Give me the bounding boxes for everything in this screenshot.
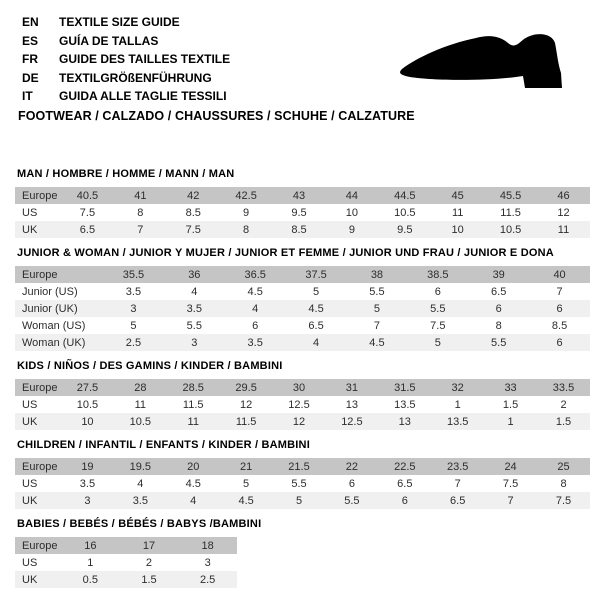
size-cell: 5.5: [186, 319, 202, 332]
row-label: Europe: [22, 189, 58, 202]
row-label: Woman (UK): [22, 336, 86, 349]
size-cell: 4.5: [308, 302, 324, 315]
size-cell: 8: [560, 477, 567, 490]
size-cell: 7.5: [555, 494, 572, 507]
language-row-it: [22, 87, 230, 106]
size-cell: 19: [81, 460, 94, 473]
size-row: [15, 413, 590, 430]
size-cell: 7: [373, 319, 380, 332]
size-cell: 1: [87, 556, 94, 569]
size-cell: 3: [191, 336, 198, 349]
size-cell: 10: [81, 415, 94, 428]
size-section-title: KIDS / NIÑOS / DES GAMINS / KINDER / BAMBINI: [17, 360, 283, 372]
row-label: UK: [22, 494, 38, 507]
size-cell: 8.5: [291, 223, 307, 236]
size-cell: 4.5: [185, 477, 201, 490]
size-section-title: BABIES / BEBÉS / BÉBÉS / BABYS /BAMBINI: [17, 518, 262, 530]
language-row-en: [22, 13, 230, 32]
size-cell: 41: [134, 189, 147, 202]
size-cell: 13.5: [394, 398, 416, 411]
size-cell: 5.5: [291, 477, 307, 490]
size-cell: 3.5: [247, 336, 263, 349]
row-label: US: [22, 398, 38, 411]
size-cell: 10.5: [129, 415, 152, 428]
size-cell: 3.5: [125, 285, 142, 298]
language-label: GUIDE DES TAILLES TEXTILE: [59, 52, 231, 67]
size-section-kids: [15, 361, 593, 430]
language-code: EN: [22, 15, 39, 30]
size-cell: 3: [204, 556, 211, 569]
size-row: [15, 334, 590, 351]
size-cell: 38.5: [427, 268, 449, 281]
row-label: US: [22, 556, 38, 569]
size-cell: 31: [345, 381, 359, 394]
size-header-row: [15, 458, 590, 475]
size-cell: 8: [495, 319, 502, 332]
category-title: FOOTWEAR / CALZADO / CHAUSSURES / SCHUHE / CALZATURE: [18, 109, 415, 123]
size-cell: 45.5: [499, 189, 522, 202]
language-row-de: [22, 69, 230, 88]
size-cell: 1.5: [555, 415, 572, 428]
size-table-babies: [15, 537, 237, 588]
size-cell: 9.5: [397, 223, 413, 236]
size-table-man: [15, 187, 590, 238]
size-cell: 39: [492, 268, 505, 281]
size-row: [15, 554, 237, 571]
size-row: [15, 204, 590, 221]
size-cell: 5.5: [344, 494, 360, 507]
size-cell: 1: [507, 415, 514, 428]
size-cell: 2.5: [125, 336, 142, 349]
size-cell: 3: [130, 302, 137, 315]
size-cell: 6.5: [491, 285, 507, 298]
size-cell: 11: [451, 206, 464, 219]
shoe-icon: [396, 27, 576, 93]
size-cell: 40: [553, 268, 566, 281]
row-label: Europe: [22, 381, 58, 394]
size-cell: 43: [292, 189, 306, 202]
size-cell: 18: [201, 539, 214, 552]
size-cell: 6: [495, 302, 502, 315]
language-code: ES: [22, 33, 39, 48]
size-cell: 27.5: [76, 381, 99, 394]
size-row: [15, 283, 590, 300]
size-cell: 30: [292, 381, 306, 394]
size-cell: 13: [398, 415, 411, 428]
size-cell: 1.5: [502, 398, 519, 411]
size-cell: 25: [557, 460, 570, 473]
size-cell: 42: [187, 189, 200, 202]
size-cell: 21: [239, 460, 253, 473]
size-cell: 4: [313, 336, 320, 349]
size-cell: 4.5: [238, 494, 254, 507]
size-cell: 3.5: [132, 494, 148, 507]
size-cell: 28: [134, 381, 147, 394]
size-cell: 7: [556, 285, 563, 298]
size-cell: 2.5: [200, 573, 216, 586]
size-cell: 4: [137, 477, 144, 490]
size-cell: 1.5: [141, 573, 157, 586]
size-cell: 3.5: [79, 477, 96, 490]
size-cell: 44: [345, 189, 359, 202]
size-cell: 4: [252, 302, 259, 315]
size-cell: 7.5: [185, 223, 201, 236]
size-section-title: MAN / HOMBRE / HOMME / MANN / MAN: [17, 168, 235, 180]
size-cell: 12: [557, 206, 570, 219]
size-cell: 29.5: [235, 381, 257, 394]
size-cell: 4.5: [369, 336, 385, 349]
size-cell: 3.5: [186, 302, 202, 315]
size-cell: 12.5: [288, 398, 310, 411]
size-section-junior-woman: [15, 248, 593, 351]
size-cell: 32: [451, 381, 464, 394]
size-cell: 6.5: [450, 494, 466, 507]
tables-container: [15, 169, 593, 598]
size-cell: 5: [373, 302, 380, 315]
size-cell: 19.5: [129, 460, 152, 473]
size-row: [15, 300, 590, 317]
size-cell: 33: [504, 381, 517, 394]
size-cell: 8.5: [551, 319, 568, 332]
size-cell: 31.5: [394, 381, 416, 394]
size-cell: 5.5: [430, 302, 446, 315]
size-cell: 6: [556, 336, 563, 349]
size-cell: 21.5: [288, 460, 310, 473]
size-cell: 33.5: [552, 381, 575, 394]
size-cell: 11.5: [182, 398, 204, 411]
size-cell: 16: [84, 539, 97, 552]
size-cell: 9: [348, 223, 355, 236]
size-row: [15, 571, 237, 588]
size-cell: 10.5: [394, 206, 416, 219]
size-cell: 7.5: [430, 319, 446, 332]
size-cell: 8: [243, 223, 250, 236]
language-row-es: [22, 32, 230, 51]
size-cell: 13.5: [446, 415, 469, 428]
size-cell: 9: [243, 206, 250, 219]
language-row-fr: [22, 50, 230, 69]
size-cell: 46: [557, 189, 570, 202]
size-cell: 11.5: [235, 415, 257, 428]
size-cell: 13: [345, 398, 359, 411]
size-header-row: [15, 266, 590, 283]
row-label: UK: [22, 223, 38, 236]
size-header-row: [15, 537, 237, 554]
size-cell: 5: [313, 285, 320, 298]
size-cell: 8.5: [185, 206, 201, 219]
size-cell: 11: [134, 398, 147, 411]
language-label: TEXTILE SIZE GUIDE: [59, 15, 180, 30]
language-list: [22, 13, 230, 106]
row-label: Europe: [22, 539, 58, 552]
size-cell: 22.5: [394, 460, 416, 473]
size-row: [15, 492, 590, 509]
size-cell: 0.5: [82, 573, 98, 586]
row-label: Junior (UK): [22, 302, 78, 315]
size-cell: 45: [451, 189, 464, 202]
size-table-kids: [15, 379, 590, 430]
size-cell: 5: [295, 494, 303, 507]
size-cell: 7.5: [502, 477, 519, 490]
size-section-title: CHILDREN / INFANTIL / ENFANTS / KINDER / BAMBINI: [17, 439, 310, 451]
size-cell: 5.5: [491, 336, 507, 349]
size-cell: 11: [557, 223, 570, 236]
size-row: [15, 221, 590, 238]
size-cell: 12.5: [341, 415, 363, 428]
size-table-junior-woman: [15, 266, 590, 351]
language-label: TEXTILGRÖßENFÜHRUNG: [59, 70, 212, 85]
size-cell: 6.5: [79, 223, 96, 236]
size-cell: 42.5: [235, 189, 257, 202]
row-label: UK: [22, 415, 38, 428]
size-cell: 2: [145, 556, 153, 569]
size-cell: 6: [401, 494, 408, 507]
size-cell: 10.5: [76, 398, 99, 411]
size-cell: 12: [239, 398, 253, 411]
size-header-row: [15, 187, 590, 204]
size-row: [15, 317, 590, 334]
size-cell: 4: [191, 285, 198, 298]
size-cell: 5: [434, 336, 441, 349]
language-code: IT: [22, 89, 33, 104]
size-cell: 7: [137, 223, 144, 236]
size-cell: 24: [504, 460, 517, 473]
size-cell: 5: [130, 319, 137, 332]
size-cell: 6: [434, 285, 441, 298]
language-code: DE: [22, 70, 39, 85]
size-cell: 10: [345, 206, 359, 219]
language-code: FR: [22, 52, 38, 67]
size-cell: 37.5: [305, 268, 327, 281]
row-label: Woman (US): [22, 319, 86, 332]
size-cell: 28.5: [182, 381, 204, 394]
size-cell: 4: [190, 494, 197, 507]
size-cell: 44.5: [394, 189, 416, 202]
size-cell: 7.5: [79, 206, 96, 219]
size-cell: 36.5: [244, 268, 266, 281]
size-cell: 11.5: [500, 206, 521, 219]
size-cell: 6: [556, 302, 563, 315]
size-cell: 3: [84, 494, 91, 507]
size-cell: 40.5: [76, 189, 99, 202]
size-cell: 22: [345, 460, 359, 473]
size-cell: 20: [187, 460, 200, 473]
row-label: Europe: [22, 268, 58, 281]
size-table-children: [15, 458, 590, 509]
size-section-title: JUNIOR & WOMAN / JUNIOR Y MUJER / JUNIOR ET FEMME / JUNIOR UND FRAU / JUNIOR E DONA: [17, 247, 554, 259]
size-section-babies: [15, 519, 593, 588]
size-cell: 6: [348, 477, 355, 490]
size-cell: 6.5: [308, 319, 324, 332]
size-cell: 6.5: [397, 477, 413, 490]
size-cell: 4.5: [247, 285, 263, 298]
size-cell: 36: [188, 268, 201, 281]
size-row: [15, 396, 590, 413]
size-cell: 10: [451, 223, 464, 236]
language-label: GUIDA ALLE TAGLIE TESSILI: [59, 89, 227, 104]
size-section-children: [15, 440, 593, 509]
size-cell: 7: [507, 494, 514, 507]
row-label: US: [22, 477, 38, 490]
row-label: US: [22, 206, 38, 219]
size-cell: 1: [454, 398, 461, 411]
size-cell: 5: [243, 477, 250, 490]
size-cell: 6: [252, 319, 259, 332]
size-cell: 5.5: [369, 285, 385, 298]
size-cell: 7: [454, 477, 461, 490]
size-cell: 38: [370, 268, 384, 281]
size-row: [15, 475, 590, 492]
size-cell: 8: [137, 206, 144, 219]
row-label: UK: [22, 573, 38, 586]
language-label: GUÍA DE TALLAS: [59, 33, 159, 48]
size-cell: 35.5: [122, 268, 145, 281]
size-header-row: [15, 379, 590, 396]
size-section-man: [15, 169, 593, 238]
size-cell: 11: [187, 415, 199, 428]
row-label: Europe: [22, 460, 58, 473]
size-cell: 17: [142, 539, 156, 552]
size-cell: 2: [560, 398, 567, 411]
size-cell: 9.5: [291, 206, 307, 219]
size-cell: 10.5: [499, 223, 522, 236]
row-label: Junior (US): [22, 285, 78, 298]
size-cell: 23.5: [446, 460, 469, 473]
size-cell: 12: [292, 415, 306, 428]
